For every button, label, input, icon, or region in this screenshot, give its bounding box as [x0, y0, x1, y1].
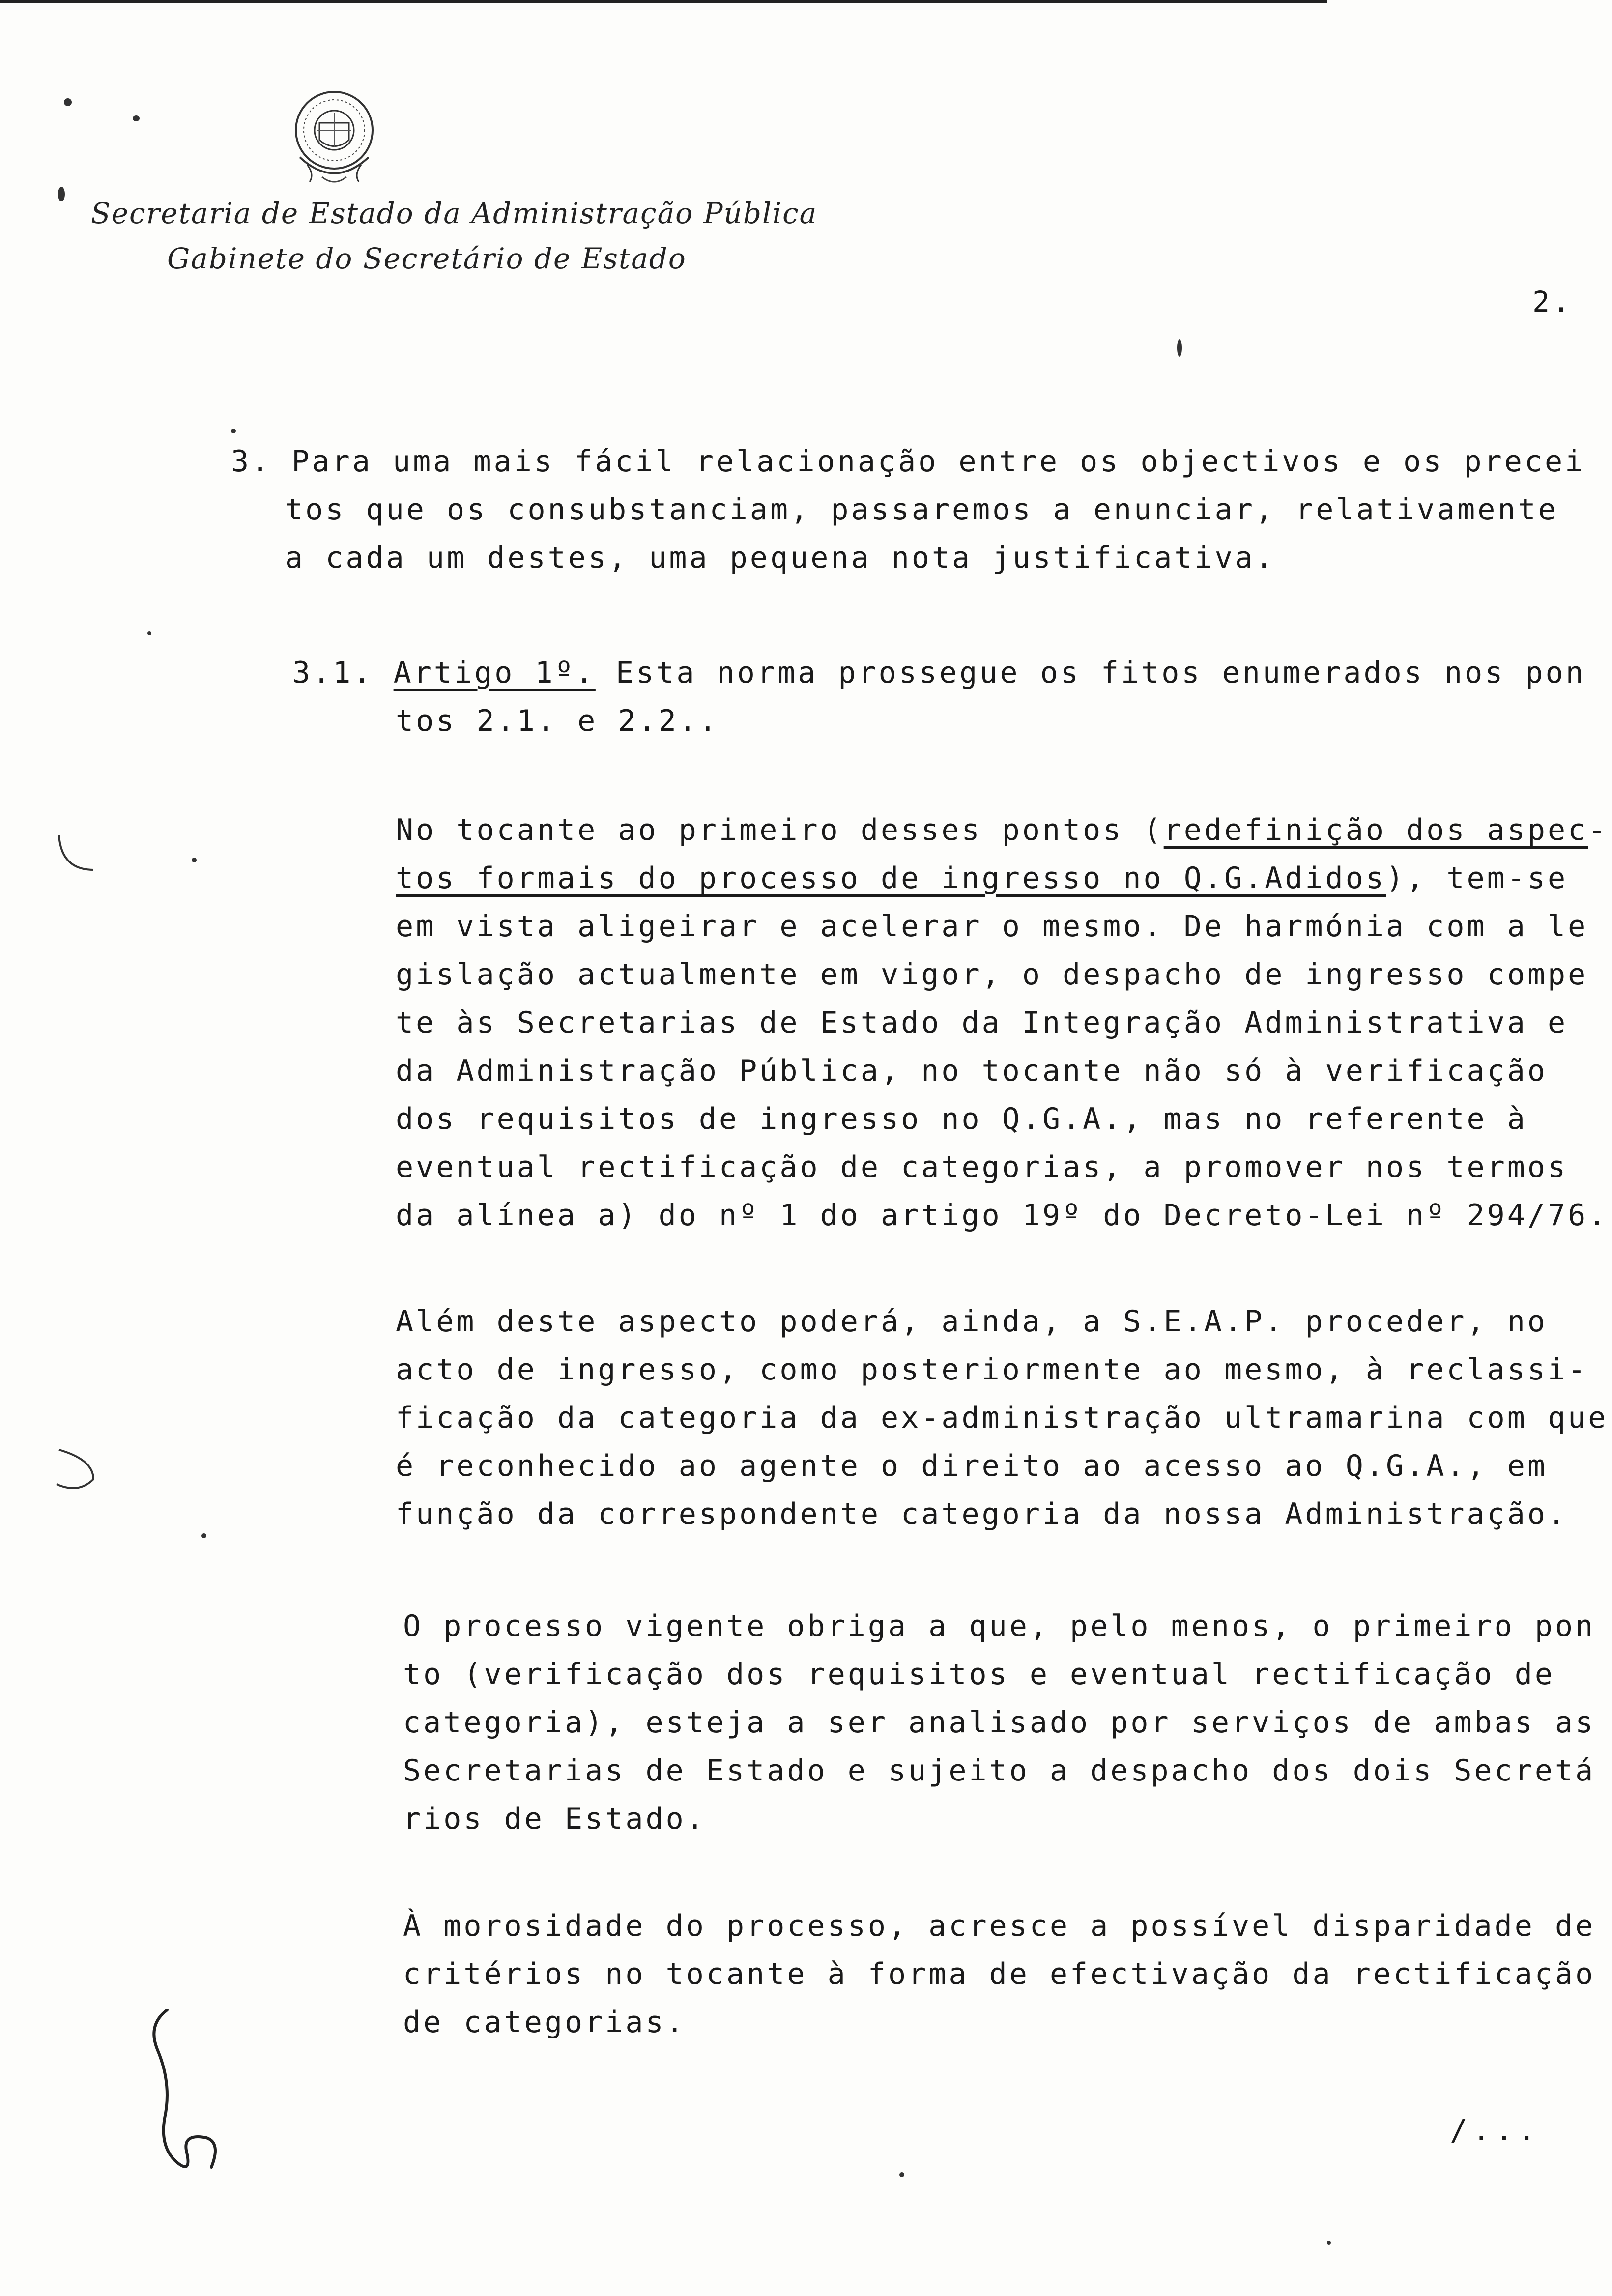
paragraph-line: critérios no tocante à forma de efectivação da rectificação: [403, 1957, 1596, 1991]
paragraph-line: em vista aligeirar e acelerar o mesmo. De harmónia com a le: [396, 909, 1588, 944]
text-segment: -: [1588, 813, 1609, 847]
paragraph-3-line-3: a cada um destes, uma pequena nota justificativa.: [285, 541, 1276, 575]
paragraph-3-1-line-2: tos 2.1. e 2.2..: [396, 704, 719, 738]
scan-speck: [1327, 2241, 1331, 2245]
paragraph-line: Secretarias de Estado e sujeito a despacho dos dois Secretá: [403, 1753, 1596, 1788]
paragraph-slowness: [403, 1902, 1595, 2046]
scan-speck: [192, 858, 197, 862]
text-line: Para uma mais fácil relacionação entre os objectivos e os precei: [291, 444, 1585, 479]
paragraph-line: acto de ingresso, como posteriormente ao mesmo, à reclassi-: [396, 1352, 1588, 1387]
letterhead-cabinet: Gabinete do Secretário de Estado: [167, 242, 687, 275]
scan-speck: [147, 631, 151, 635]
underlined-text: redefinição dos aspec: [1163, 813, 1588, 847]
scan-speck: [202, 1533, 206, 1538]
paragraph-line: da Administração Pública, no tocante não só à verificação: [396, 1054, 1548, 1088]
paragraph-3-line-1: [231, 437, 1585, 486]
paragraph-seap-reclassification: [396, 1297, 1608, 1538]
text-segment: ), tem-se: [1386, 861, 1568, 895]
paragraph-line: [396, 854, 1608, 902]
paragraph-3-1-line-1: [292, 649, 1586, 697]
paragraph-3-line-2: tos que os consubstanciam, passaremos a enunciar, relativamente: [285, 492, 1558, 527]
paragraph-line: função da correspondente categoria da nossa Administração.: [396, 1497, 1568, 1531]
paragraph-line: rios de Estado.: [403, 1802, 706, 1836]
paragraph-current-process: [403, 1602, 1595, 1843]
article-heading: Artigo 1º.: [393, 656, 596, 690]
paragraph-line: dos requisitos de ingresso no Q.G.A., mas no referente à: [396, 1102, 1527, 1136]
paragraph-number: 3.1.: [292, 656, 374, 690]
paragraph-number: 3.: [231, 444, 272, 479]
paragraph-line: de categorias.: [403, 2005, 686, 2039]
punch-hole-arc-icon: [49, 826, 98, 885]
punch-hole-arc-icon: [49, 1440, 103, 1499]
paragraph-line: to (verificação dos requisitos e eventual rectificação de: [403, 1657, 1555, 1692]
paragraph-line: gislação actualmente em vigor, o despacho de ingresso compe: [396, 957, 1588, 992]
paragraph-line: eventual rectificação de categorias, a promover nos termos: [396, 1150, 1568, 1184]
paragraph-line: ficação da categoria da ex-administração ultramarina com que: [396, 1401, 1609, 1435]
paragraph-line: te às Secretarias de Estado da Integração Administrativa e: [396, 1005, 1568, 1040]
paragraph-line: Além deste aspecto poderá, ainda, a S.E.A.P. proceder, no: [396, 1304, 1548, 1339]
paragraph-3: [231, 437, 1585, 582]
coat-of-arms-seal-icon: [280, 84, 388, 197]
top-border-line: [0, 0, 1327, 3]
scan-speck: [1177, 339, 1182, 357]
underlined-text: tos formais do processo de ingresso no Q.G.Adidos: [396, 861, 1386, 895]
paragraph-line: À morosidade do processo, acresce a possível disparidade de: [403, 1909, 1596, 1943]
continuation-mark: /...: [1450, 2113, 1541, 2148]
paragraph-3-1: [292, 649, 1586, 745]
letterhead-secretariat: Secretaria de Estado da Administração Pública: [91, 197, 818, 230]
paragraph-ingress-aspects: [396, 806, 1608, 1239]
scan-speck: [899, 2172, 904, 2177]
paragraph-line: O processo vigente obriga a que, pelo menos, o primeiro pon: [403, 1609, 1596, 1643]
scan-speck: [64, 98, 72, 106]
paragraph-line: [396, 806, 1608, 854]
paragraph-line: é reconhecido ao agente o direito ao acesso ao Q.G.A., em: [396, 1449, 1548, 1483]
scan-speck: [231, 429, 236, 433]
text-line: Esta norma prossegue os fitos enumerados nos pon: [615, 656, 1586, 690]
page-number: 2.: [1532, 285, 1573, 318]
handwritten-signature-icon: [138, 2005, 246, 2182]
text-segment: No tocante ao primeiro desses pontos (: [396, 813, 1164, 847]
scan-speck: [58, 187, 65, 201]
paragraph-line: categoria), esteja a ser analisado por serviços de ambas as: [403, 1705, 1596, 1740]
scan-speck: [133, 115, 140, 121]
paragraph-line: da alínea a) do nº 1 do artigo 19º do Decreto-Lei nº 294/76.: [396, 1198, 1609, 1233]
